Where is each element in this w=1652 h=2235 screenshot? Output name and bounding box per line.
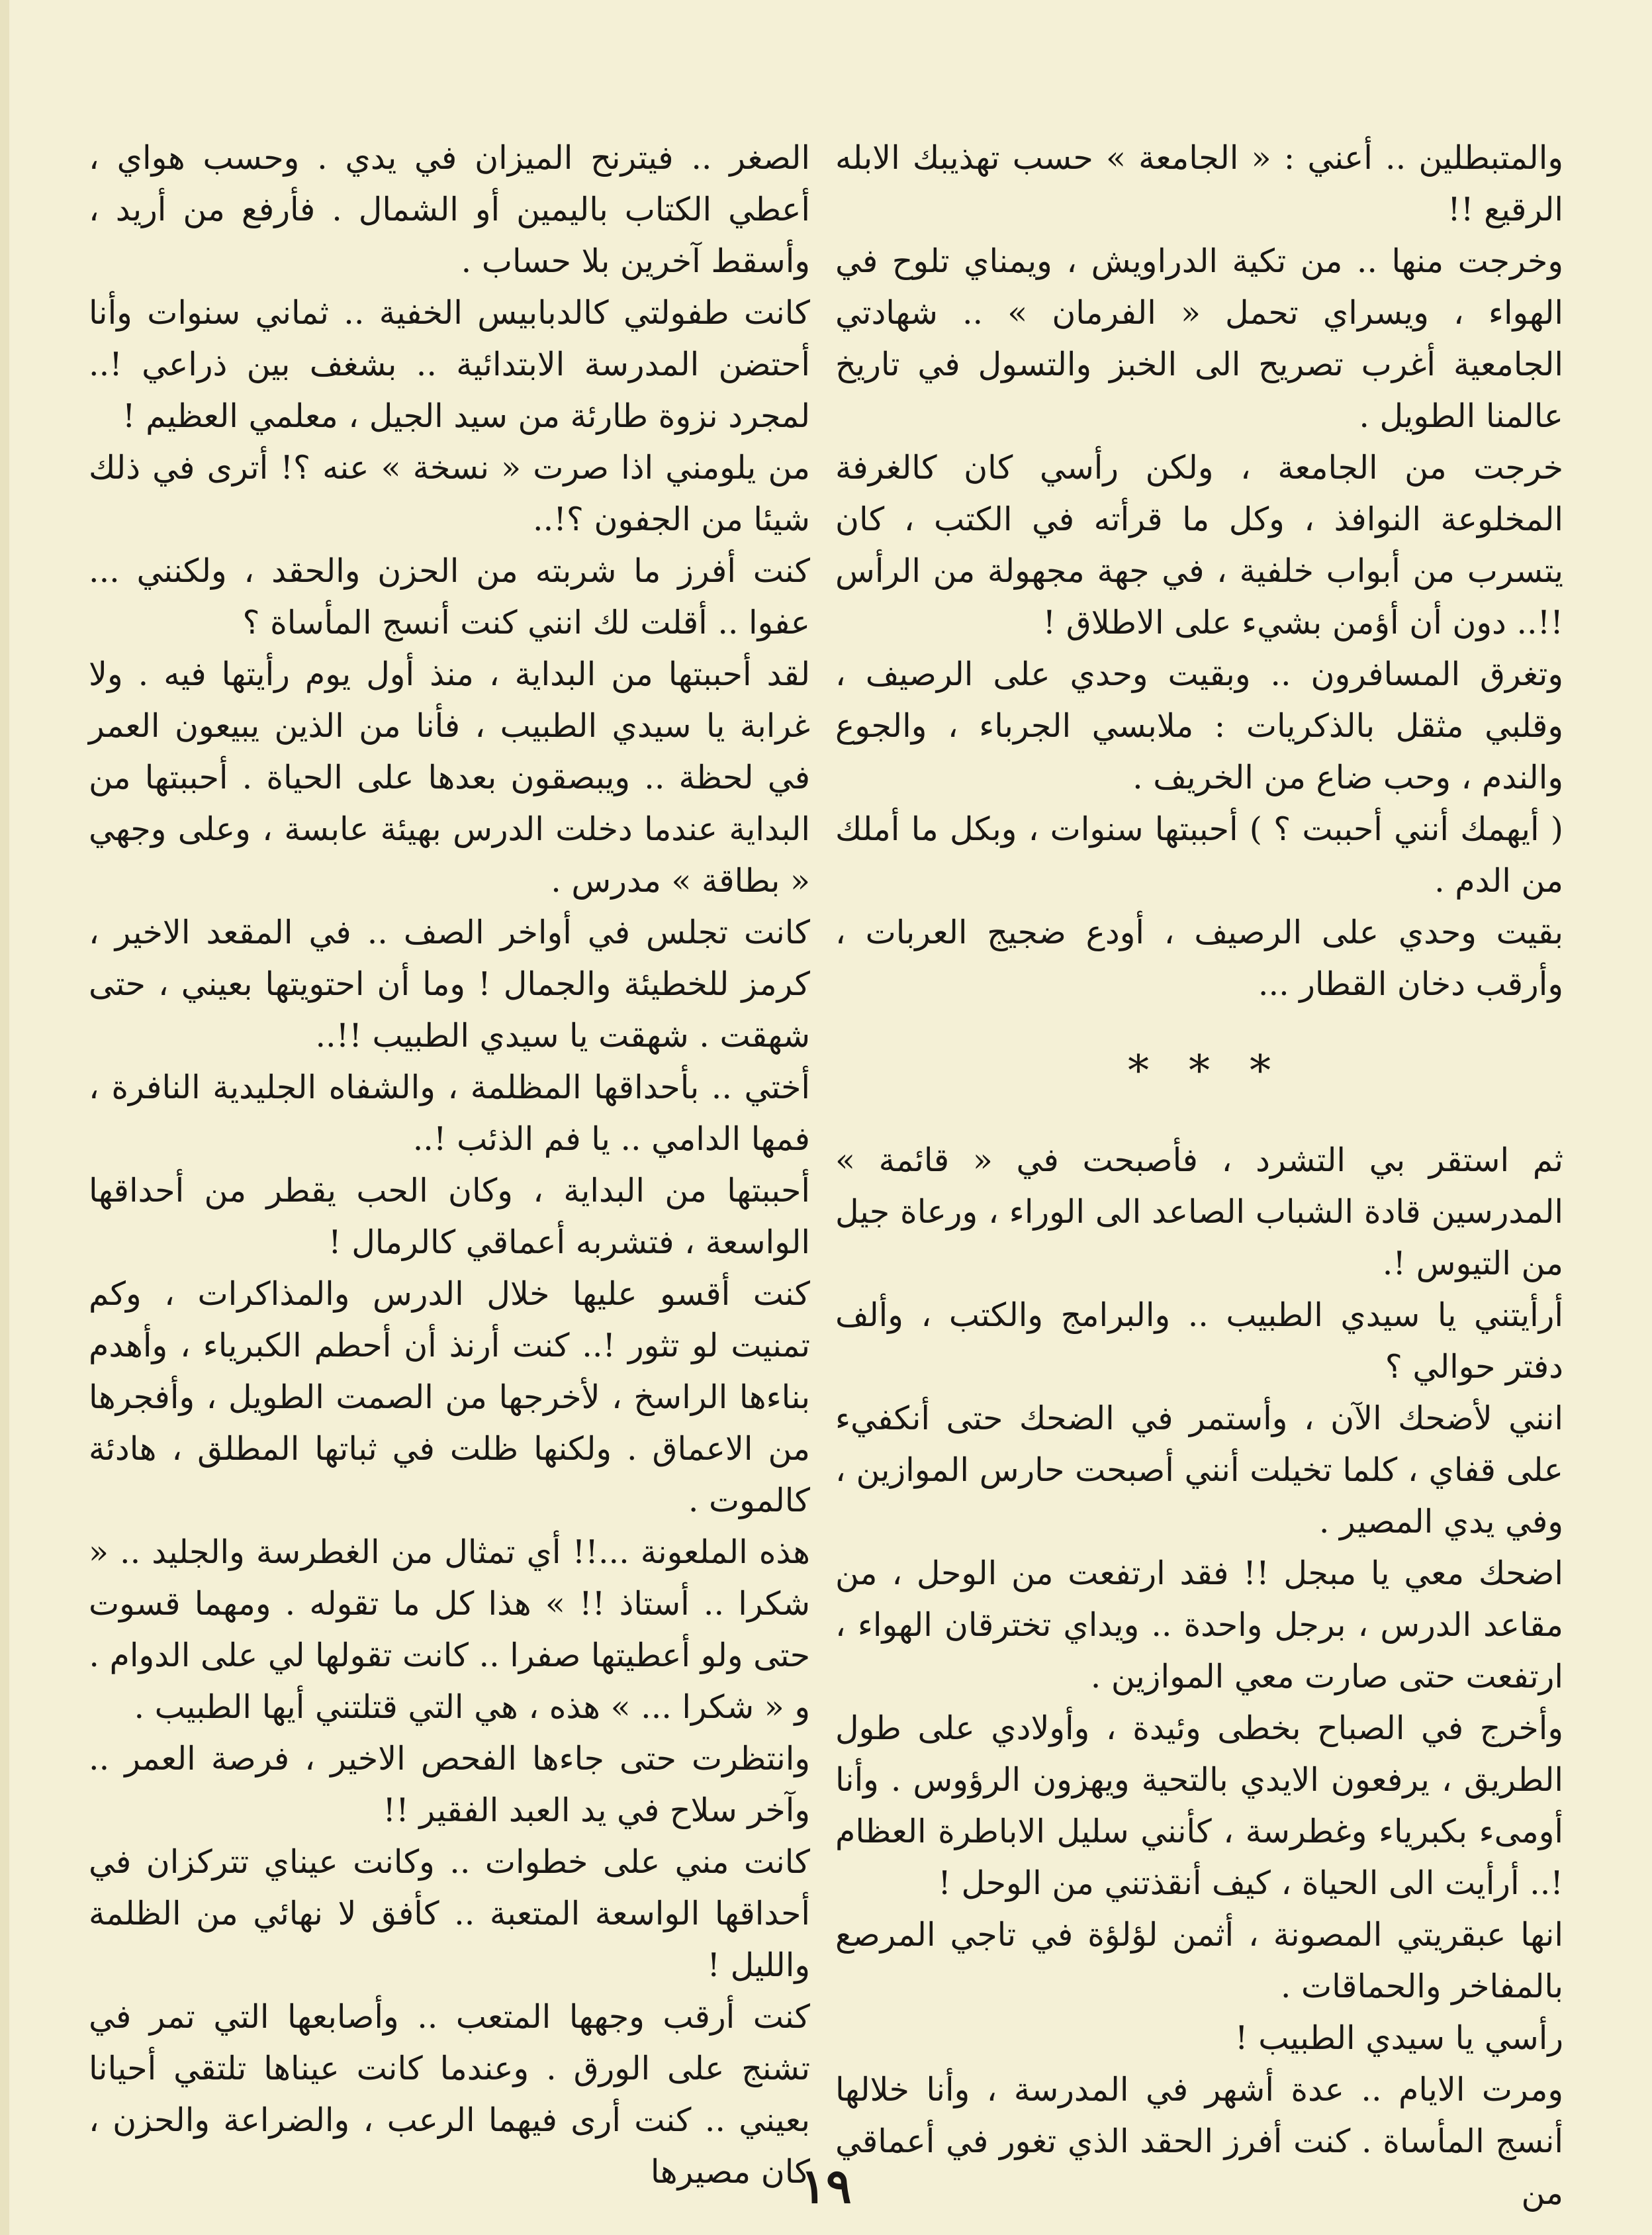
- paragraph: اضحك معي يا مبجل !! فقد ارتفعت من الوحل ، من مقاعد الدرس ، برجل واحدة .. ويداي تخترقان الهواء ، ارتفعت حتى صارت معي الموازين .: [835, 1554, 1563, 1695]
- paragraph: كانت تجلس في أواخر الصف .. في المقعد الاخير ، كرمز للخطيئة والجمال ! وما أن احتويتها بعيني ، حتى شهقت . شهقت يا سيدي الطبيب !!..: [89, 914, 810, 1055]
- paragraph: من يلومني اذا صرت « نسخة » عنه ؟! أترى في ذلك شيئا من الجفون ؟!..: [89, 449, 810, 538]
- paragraph: أحببتها من البداية ، وكان الحب يقطر من أحداقها الواسعة ، فتشربه أعماقي كالرمال !: [89, 1172, 810, 1261]
- paragraph: ( أيهمك أنني أحببت ؟ ) أحببتها سنوات ، وبكل ما أملك من الدم .: [835, 810, 1563, 900]
- paragraph: وأخرج في الصباح بخطى وئيدة ، وأولادي على طول الطريق ، يرفعون الايدي بالتحية ويهزون الرؤوس . وأنا أومىء بكبرياء وغطرسة ، كأنني سليل الاباطرة العظام !.. أرأيت الى الحياة ، كيف أنقذتني من الوحل !: [835, 1709, 1563, 1902]
- divider-asterisk: *: [1189, 1047, 1250, 1096]
- paragraph: وخرجت منها .. من تكية الدراويش ، ويمناي تلوح في الهواء ، ويسراي تحمل « الفرمان » .. شهادتي الجامعية أغرب تصريح الى الخبز والتسول في تاريخ عالمنا الطويل .: [835, 242, 1563, 435]
- page-number: ١٩: [800, 2158, 852, 2214]
- paragraph: ثم استقر بي التشرد ، فأصبحت في « قائمة » المدرسين قادة الشباب الصاعد الى الوراء ، ورعاة جيل من التيوس !.: [835, 1141, 1563, 1282]
- paragraph: لقد أحببتها من البداية ، منذ أول يوم رأيتها فيه . ولا غرابة يا سيدي الطبيب ، فأنا من الذين يبيعون العمر في لحظة .. ويبصقون بعدها على الحياة . أحببتها من البداية عندما دخلت الدرس بهيئة عابسة ، وعلى وجهي « بطاقة » مدرس .: [89, 655, 810, 900]
- page-binding-edge: [0, 0, 9, 2235]
- paragraph: بقيت وحدي على الرصيف ، أودع ضجيج العربات ، وأرقب دخان القطار ...: [835, 914, 1563, 1003]
- section-divider: [835, 1047, 1563, 1096]
- right-text-column: [835, 132, 1563, 2212]
- divider-asterisk: *: [1250, 1047, 1310, 1096]
- paragraph: وانتظرت حتى جاءها الفحص الاخير ، فرصة العمر .. وآخر سلاح في يد العبد الفقير !!: [89, 1740, 810, 1829]
- paragraph: كانت طفولتي كالدبابيس الخفية .. ثماني سنوات وأنا أحتضن المدرسة الابتدائية .. بشغف بين ذراعي !.. لمجرد نزوة طارئة من سيد الجيل ، معلمي العظيم !: [89, 294, 810, 435]
- paragraph: والمتبطلين .. أعني : « الجامعة » حسب تهذيبك الابله الرقيع !!: [835, 139, 1563, 228]
- paragraph: أرأيتني يا سيدي الطبيب .. والبرامج والكتب ، وألف دفتر حوالي ؟: [835, 1296, 1563, 1386]
- paragraph: رأسي يا سيدي الطبيب !: [1234, 2019, 1563, 2057]
- left-text-column: [89, 132, 810, 2191]
- paragraph: ومرت الايام .. عدة أشهر في المدرسة ، وأنا خلالها أنسج المأساة . كنت أفرز الحقد الذي تغور في أعماقي من: [835, 2071, 1563, 2212]
- paragraph: هذه الملعونة ...!! أي تمثال من الغطرسة والجليد .. « شكرا .. أستاذ !! » هذا كل ما تقوله . ومهما قسوت حتى ولو أعطيتها صفرا .. كانت تقولها لي على الدوام .: [89, 1533, 810, 1674]
- paragraph: انني لأضحك الآن ، وأستمر في الضحك حتى أنكفيء على قفاي ، كلما تخيلت أنني أصبحت حارس الموازين ، وفي يدي المصير .: [835, 1400, 1563, 1541]
- paragraph: كنت أفرز ما شربته من الحزن والحقد ، ولكنني ... عفوا .. أقلت لك انني كنت أنسج المأساة ؟: [89, 552, 810, 642]
- paragraph: كنت أقسو عليها خلال الدرس والمذاكرات ، وكم تمنيت لو تثور !.. كنت أرنذ أن أحطم الكبرياء ، وأهدم بناءها الراسخ ، لأخرجها من الصمت الطويل ، وأفجرها من الاعماق . ولكنها ظلت في ثباتها المطلق ، هادئة كالموت .: [89, 1275, 810, 1519]
- paragraph: الصغر .. فيترنح الميزان في يدي . وحسب هواي ، أعطي الكتاب باليمين أو الشمال . فأرفع من أريد ، وأسقط آخرين بلا حساب .: [89, 139, 810, 280]
- paragraph: كانت مني على خطوات .. وكانت عيناي تتركزان في أحداقها الواسعة المتعبة .. كأفق لا نهائي من الظلمة والليل !: [89, 1843, 810, 1984]
- paragraph: انها عبقريتي المصونة ، أثمن لؤلؤة في تاجي المرصع بالمفاخر والحماقات .: [835, 1916, 1563, 2005]
- paragraph: أختي .. بأحداقها المظلمة ، والشفاه الجليدية النافرة ، فمها الدامي .. يا فم الذئب !..: [89, 1069, 810, 1158]
- divider-asterisk: *: [1128, 1047, 1189, 1096]
- paragraph: وتغرق المسافرون .. وبقيت وحدي على الرصيف ، وقلبي مثقل بالذكريات : ملابسي الجرباء ، والجوع والندم ، وحب ضاع من الخريف .: [835, 655, 1563, 796]
- paragraph: كنت أرقب وجهها المتعب .. وأصابعها التي تمر في تشنج على الورق . وعندما كانت عيناها تلتقي أحيانا بعيني .. كنت أرى فيهما الرعب ، والضراعة والحزن ، كان مصيرها: [89, 1998, 810, 2191]
- paragraph: خرجت من الجامعة ، ولكن رأسي كان كالغرفة المخلوعة النوافذ ، وكل ما قرأته في الكتب ، كان يتسرب من أبواب خلفية ، في جهة مجهولة من الرأس !!.. دون أن أؤمن بشيء على الاطلاق !: [835, 449, 1563, 642]
- paragraph: و « شكرا ... » هذه ، هي التي قتلتني أيها الطبيب .: [134, 1688, 810, 1726]
